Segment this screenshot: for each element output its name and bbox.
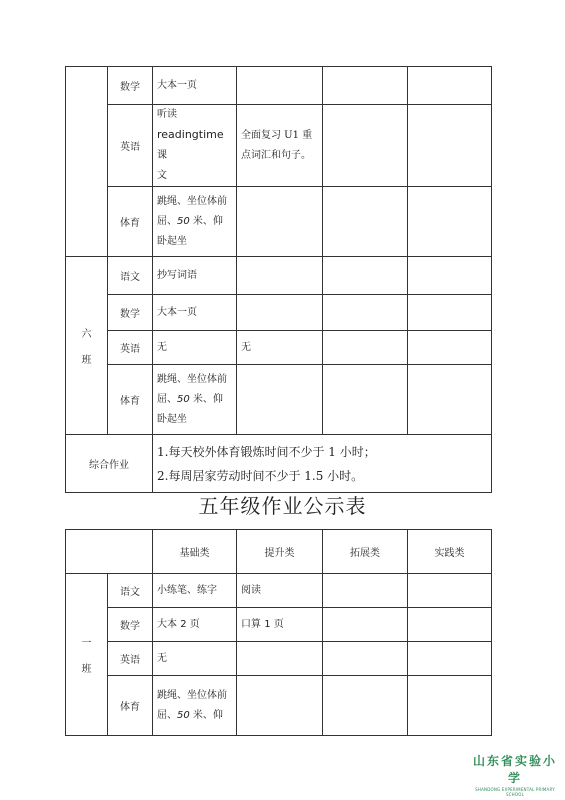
subject-cell: 体育 [108,676,153,736]
school-english-name: SHANDONG EXPERIMENTAL PRIMARY SCHOOL [475,787,555,797]
subject-cell: 数学 [108,295,153,331]
subject-cell: 体育 [108,187,153,257]
grade-five-homework-table [65,529,492,736]
text-fragment: 屈、 [157,393,177,405]
extension-cell [323,608,408,642]
practice-cell [408,676,492,736]
text-fragment: 大本 [157,618,181,630]
basic-cell: 无 [153,642,237,676]
text-fragment: 米、仰 [189,215,223,227]
advanced-cell [237,67,323,105]
advanced-cell [237,608,323,642]
text-fragment: 跳绳、坐位体前 [157,689,227,701]
text-fragment: 屈、 [157,709,177,721]
practice-cell [408,187,492,257]
basic-cell: 大本一页 [153,295,237,331]
practice-cell [408,331,492,365]
class-name-cell [66,257,108,435]
practice-cell [408,365,492,435]
basic-cell [153,105,237,187]
comprehensive-label: 综合作业 [66,435,153,493]
school-logo-watermark [470,752,560,797]
column-header: 拓展类 [323,530,408,574]
table-row [66,187,492,257]
text-fragment: 米、仰 [189,393,223,405]
practice-cell [408,105,492,187]
header-row [66,530,492,574]
advanced-cell [237,187,323,257]
comprehensive-row [66,435,492,493]
text-fragment: 口算 [241,618,265,630]
text-fragment: 50 [177,393,190,405]
table-row [66,676,492,736]
basic-cell [153,187,237,257]
basic-cell [153,608,237,642]
table-row [66,331,492,365]
table-row [66,608,492,642]
practice-cell [408,295,492,331]
practice-cell [408,608,492,642]
column-header: 实践类 [408,530,492,574]
advanced-cell [237,365,323,435]
text-fragment: 听读 [157,109,177,120]
class-name-char: 班 [81,664,92,675]
extension-cell [323,365,408,435]
table-row [66,257,492,295]
text-fragment: 跳绳、坐位体前 [157,373,227,385]
grade-homework-table-continued [65,66,492,493]
text-fragment: 跳绳、坐位体前 [157,195,227,207]
basic-cell [153,676,237,736]
advanced-cell [237,105,323,187]
table-row [66,295,492,331]
text-fragment: 2 [180,618,187,630]
text-fragment: 课 [157,150,167,161]
corner-cell [66,530,153,574]
basic-cell: 小练笔、练字 [153,574,237,608]
school-name: 山东省实验小学 [472,754,557,785]
table-row [66,105,492,187]
class-cell-continued [66,67,108,257]
table-row [66,642,492,676]
subject-cell: 数学 [108,67,153,105]
section-title: 五年级作业公示表 [198,494,367,518]
class-name-char: 六 [81,329,92,340]
column-header: 提升类 [237,530,323,574]
text-fragment: 米、仰 [189,709,223,721]
practice-cell [408,642,492,676]
class-name-cell [66,574,108,736]
text-fragment: 1 [264,618,271,630]
practice-cell [408,257,492,295]
extension-cell [323,642,408,676]
text-fragment: 50 [177,709,190,721]
advanced-cell [237,295,323,331]
table-row [66,67,492,105]
subject-cell: 语文 [108,574,153,608]
comprehensive-line: 2.每周居家劳动时间不少于 1.5 小时。 [157,468,364,483]
subject-cell: 体育 [108,365,153,435]
text-fragment: 全面复习 U1 重 [241,129,313,141]
advanced-cell [237,257,323,295]
table-row [66,574,492,608]
subject-cell: 英语 [108,331,153,365]
class-name-char: 一 [81,638,92,649]
text-fragment: 50 [177,215,190,227]
text-fragment: 页 [270,618,284,630]
column-header: 基础类 [153,530,237,574]
comprehensive-line: 1.每天校外体育锻炼时间不少于 1 小时； [157,444,376,459]
subject-cell: 语文 [108,257,153,295]
text-fragment: readingtime [157,128,224,141]
text-fragment: 屈、 [157,215,177,227]
advanced-cell [237,676,323,736]
practice-cell [408,67,492,105]
basic-cell [153,365,237,435]
extension-cell [323,105,408,187]
text-fragment: 卧起坐 [157,413,187,425]
subject-cell: 数学 [108,608,153,642]
extension-cell [323,331,408,365]
subject-cell: 英语 [108,642,153,676]
advanced-cell: 无 [237,331,323,365]
table-row [66,365,492,435]
text-fragment: 页 [186,618,200,630]
advanced-cell [237,642,323,676]
extension-cell [323,187,408,257]
class-name-char: 班 [81,355,92,366]
extension-cell [323,574,408,608]
basic-cell: 无 [153,331,237,365]
text-fragment: 点词汇和句子。 [241,149,311,161]
text-fragment: 文 [157,170,167,181]
practice-cell [408,574,492,608]
extension-cell [323,295,408,331]
basic-cell: 抄写词语 [153,257,237,295]
subject-cell: 英语 [108,105,153,187]
advanced-cell: 阅读 [237,574,323,608]
extension-cell [323,257,408,295]
extension-cell [323,67,408,105]
text-fragment: 卧起坐 [157,235,187,247]
basic-cell: 大本一页 [153,67,237,105]
comprehensive-content [153,435,492,493]
extension-cell [323,676,408,736]
